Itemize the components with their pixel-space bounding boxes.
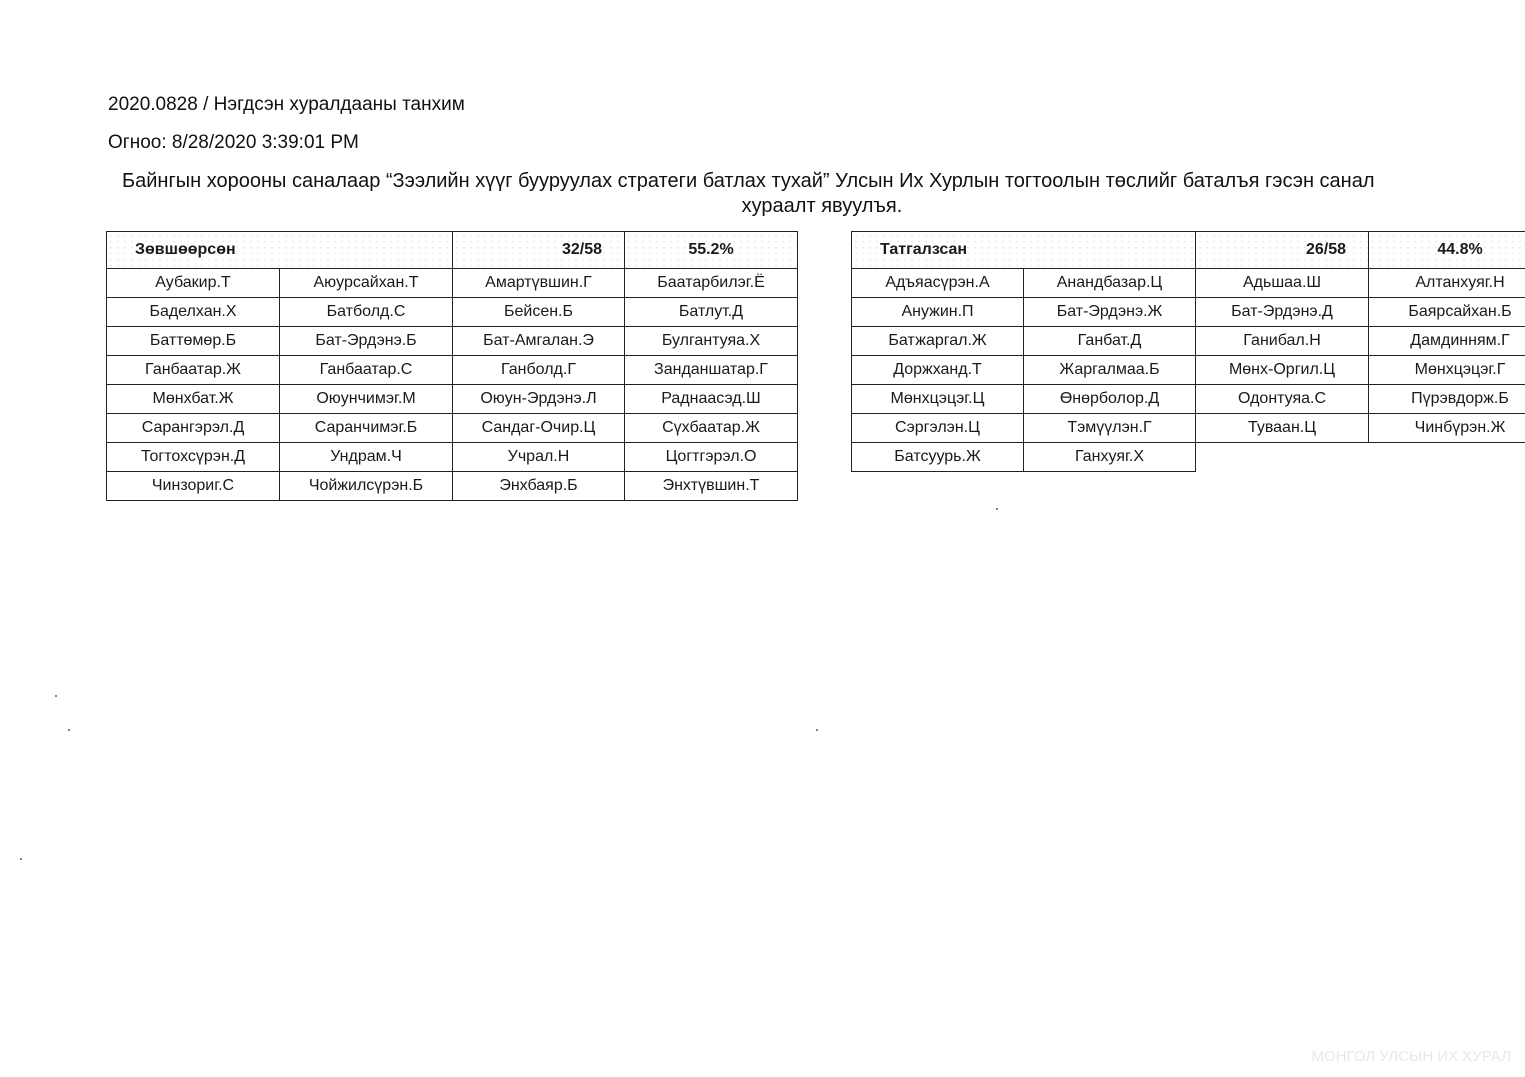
member-name-cell: Ганхуяг.Х xyxy=(1024,443,1196,472)
member-name-cell: Мөнх-Оргил.Ц xyxy=(1196,356,1369,385)
member-name-cell: Аубакир.Т xyxy=(107,269,280,298)
member-name-cell: Чинзориг.С xyxy=(107,472,280,501)
approved-header-row xyxy=(107,232,798,269)
table-row xyxy=(852,327,1525,356)
rejected-count: 26/58 xyxy=(1196,232,1369,269)
member-name-cell: Ганбаатар.С xyxy=(280,356,453,385)
table-row xyxy=(107,414,798,443)
rejected-votes-table xyxy=(851,231,1525,472)
member-name-cell: Энхбаяр.Б xyxy=(453,472,625,501)
member-name-cell: Мөнхцэцэг.Г xyxy=(1369,356,1525,385)
scan-speck xyxy=(996,508,998,510)
member-name-cell: Учрал.Н xyxy=(453,443,625,472)
member-name-cell: Туваан.Ц xyxy=(1196,414,1369,443)
member-name-cell: Бейсен.Б xyxy=(453,298,625,327)
scan-speck xyxy=(20,858,22,860)
member-name-cell: Батболд.С xyxy=(280,298,453,327)
member-name-cell: Тэмүүлэн.Г xyxy=(1024,414,1196,443)
table-row xyxy=(107,269,798,298)
member-name-cell: Батсуурь.Ж xyxy=(852,443,1024,472)
member-name-cell: Сарангэрэл.Д xyxy=(107,414,280,443)
empty-cell xyxy=(1369,443,1525,472)
member-name-cell: Саранчимэг.Б xyxy=(280,414,453,443)
member-name-cell: Өнөрболор.Д xyxy=(1024,385,1196,414)
member-name-cell: Жаргалмаа.Б xyxy=(1024,356,1196,385)
member-name-cell: Оюунчимэг.М xyxy=(280,385,453,414)
motion-text-line1: Байнгын хорооны саналаар “Зээлийн хүүг бууруулах стратеги батлах тухай” Улсын Их Хурлын тогтоолын төслийг баталъя гэсэн санал xyxy=(122,170,1375,192)
approved-count: 32/58 xyxy=(453,232,625,269)
rejected-title: Татгалзсан xyxy=(852,232,1196,269)
table-row xyxy=(852,356,1525,385)
table-row xyxy=(852,443,1525,472)
member-name-cell: Одонтуяа.С xyxy=(1196,385,1369,414)
member-name-cell: Баатарбилэг.Ё xyxy=(625,269,798,298)
member-name-cell: Батлут.Д xyxy=(625,298,798,327)
table-row xyxy=(852,269,1525,298)
session-line: 2020.0828 / Нэгдсэн хуралдааны танхим xyxy=(108,94,465,115)
member-name-cell: Алтанхуяг.Н xyxy=(1369,269,1525,298)
member-name-cell: Чинбүрэн.Ж xyxy=(1369,414,1525,443)
member-name-cell: Булгантуяа.Х xyxy=(625,327,798,356)
member-name-cell: Сандаг-Очир.Ц xyxy=(453,414,625,443)
member-name-cell: Бат-Эрдэнэ.Ж xyxy=(1024,298,1196,327)
member-name-cell: Анужин.П xyxy=(852,298,1024,327)
table-row xyxy=(852,414,1525,443)
member-name-cell: Аюурсайхан.Т xyxy=(280,269,453,298)
table-row xyxy=(852,385,1525,414)
member-name-cell: Мөнхбат.Ж xyxy=(107,385,280,414)
table-row xyxy=(107,443,798,472)
approved-title: Зөвшөөрсөн xyxy=(107,232,453,269)
member-name-cell: Баярсайхан.Б xyxy=(1369,298,1525,327)
member-name-cell: Анандбазар.Ц xyxy=(1024,269,1196,298)
watermark-text: МОНГОЛ УЛСЫН ИХ ХУРАЛ xyxy=(1311,1048,1511,1065)
table-row xyxy=(107,327,798,356)
table-row xyxy=(107,472,798,501)
member-name-cell: Оюун-Эрдэнэ.Л xyxy=(453,385,625,414)
member-name-cell: Амартүвшин.Г xyxy=(453,269,625,298)
table-row xyxy=(107,356,798,385)
scan-speck xyxy=(816,729,818,731)
scan-speck xyxy=(55,695,57,697)
member-name-cell: Тогтохсүрэн.Д xyxy=(107,443,280,472)
rejected-percent: 44.8% xyxy=(1369,232,1525,269)
member-name-cell: Бат-Эрдэнэ.Д xyxy=(1196,298,1369,327)
member-name-cell: Сүхбаатар.Ж xyxy=(625,414,798,443)
member-name-cell: Доржханд.Т xyxy=(852,356,1024,385)
member-name-cell: Цогтгэрэл.О xyxy=(625,443,798,472)
member-name-cell: Дамдинням.Г xyxy=(1369,327,1525,356)
approved-names-body xyxy=(107,269,798,501)
table-row xyxy=(107,385,798,414)
table-row xyxy=(852,298,1525,327)
member-name-cell: Ундрам.Ч xyxy=(280,443,453,472)
member-name-cell: Адъяасүрэн.А xyxy=(852,269,1024,298)
member-name-cell: Занданшатар.Г xyxy=(625,356,798,385)
member-name-cell: Ганболд.Г xyxy=(453,356,625,385)
member-name-cell: Бат-Амгалан.Э xyxy=(453,327,625,356)
member-name-cell: Энхтүвшин.Т xyxy=(625,472,798,501)
member-name-cell: Чойжилсүрэн.Б xyxy=(280,472,453,501)
member-name-cell: Баттөмөр.Б xyxy=(107,327,280,356)
table-row xyxy=(107,298,798,327)
member-name-cell: Ганбат.Д xyxy=(1024,327,1196,356)
member-name-cell: Пүрэвдорж.Б xyxy=(1369,385,1525,414)
member-name-cell: Батжаргал.Ж xyxy=(852,327,1024,356)
member-name-cell: Адьшаа.Ш xyxy=(1196,269,1369,298)
scan-speck xyxy=(68,729,70,731)
rejected-header-row xyxy=(852,232,1525,269)
member-name-cell: Ганибал.Н xyxy=(1196,327,1369,356)
member-name-cell: Бат-Эрдэнэ.Б xyxy=(280,327,453,356)
member-name-cell: Раднаасэд.Ш xyxy=(625,385,798,414)
approved-votes-table xyxy=(106,231,798,501)
motion-text-line2: хураалт явуулъя. xyxy=(741,195,903,217)
member-name-cell: Мөнхцэцэг.Ц xyxy=(852,385,1024,414)
rejected-names-body xyxy=(852,269,1525,472)
date-line: Огноо: 8/28/2020 3:39:01 PM xyxy=(108,132,359,153)
member-name-cell: Сэргэлэн.Ц xyxy=(852,414,1024,443)
approved-percent: 55.2% xyxy=(625,232,798,269)
member-name-cell: Ганбаатар.Ж xyxy=(107,356,280,385)
empty-cell xyxy=(1196,443,1369,472)
member-name-cell: Баделхан.Х xyxy=(107,298,280,327)
